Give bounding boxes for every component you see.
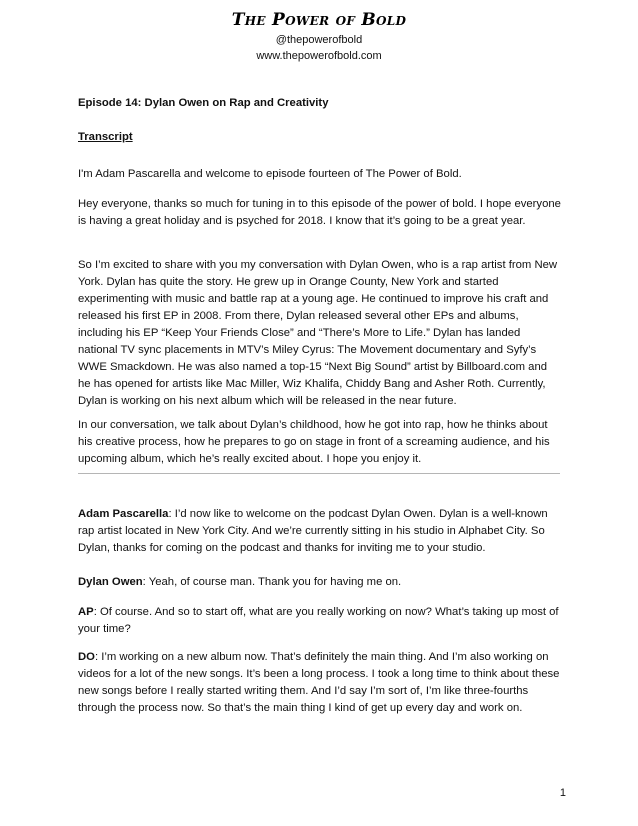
- dialogue-turn: [78, 604, 562, 638]
- dialogue-text: : Of course. And so to start off, what are you really working on now? What’s taking up most of your time?: [78, 606, 559, 636]
- speaker-name: AP: [78, 606, 94, 619]
- intro-paragraph: Hey everyone, thanks so much for tuning in to this episode of the power of bold. I hope everyone is having a great holiday and is psyched for 2018. I know that it’s going to be a great year.: [78, 198, 561, 228]
- intro-paragraph: I'm Adam Pascarella and welcome to episode fourteen of The Power of Bold.: [78, 168, 462, 181]
- speaker-name: Dylan Owen: [78, 576, 143, 589]
- transcript-heading: Transcript: [78, 131, 133, 143]
- speaker-name: Adam Pascarella: [78, 508, 169, 521]
- dialogue-turn: [78, 506, 562, 557]
- dialogue-turn: [78, 649, 562, 717]
- dialogue-turn: [78, 574, 562, 591]
- section-divider: [78, 473, 560, 474]
- page-number: 1: [559, 787, 566, 799]
- podcast-title: The Power of Bold: [231, 10, 407, 30]
- dialogue-text: : Yeah, of course man. Thank you for having me on.: [142, 576, 402, 589]
- intro-paragraph: In our conversation, we talk about Dylan’s childhood, how he got into rap, how he thinks about his creative process, how he prepares to go on stage in front of a screaming audience, and his upcoming album, which he’s really excited about. I hope you enjoy it.: [78, 419, 550, 466]
- speaker-name: DO: [78, 651, 95, 664]
- social-handle: @thepowerofbold: [275, 34, 363, 46]
- dialogue-text: : I’d now like to welcome on the podcast Dylan Owen. Dylan is a well-known rap artist located in New York City. And we’re currently sitting in his studio in Alphabet City. So Dylan, thanks for coming on the podcast and thanks for inviting me to your studio.: [78, 508, 548, 555]
- intro-paragraph: So I’m excited to share with you my conversation with Dylan Owen, who is a rap artist from New York. Dylan has quite the story. He grew up in Orange County, New York and started experimenting with music and battle rap at a young age. He continued to improve his craft and released his first EP in 2008. From there, Dylan released several other EPs and albums, including his EP “Keep Your Friends Close” and “There’s More to Life.” Dylan has landed national TV sync placements in MTV’s Miley Cyrus: The Movement documentary and Syfy’s WWE Smackdown. He was also named a top-15 “Next Big Sound” artist by Billboard.com and he has opened for artists like Mac Miller, Wiz Khalifa, Chiddy Bang and Asher Roth. Currently, Dylan is working on his next album which will be released in the near future.: [78, 259, 558, 408]
- dialogue-text: : I’m working on a new album now. That’s definitely the main thing. And I’m also working on videos for a lot of the new songs. It’s been a long process. I took a long time to think about these new songs before I really started writing them. And I’d say I’m sort of, I’m like three-fourths through the process now. So that’s the main thing I kind of get up every day and work on.: [78, 651, 560, 715]
- website-url: www.thepowerofbold.com: [256, 50, 382, 62]
- episode-title: Episode 14: Dylan Owen on Rap and Creativity: [78, 97, 329, 109]
